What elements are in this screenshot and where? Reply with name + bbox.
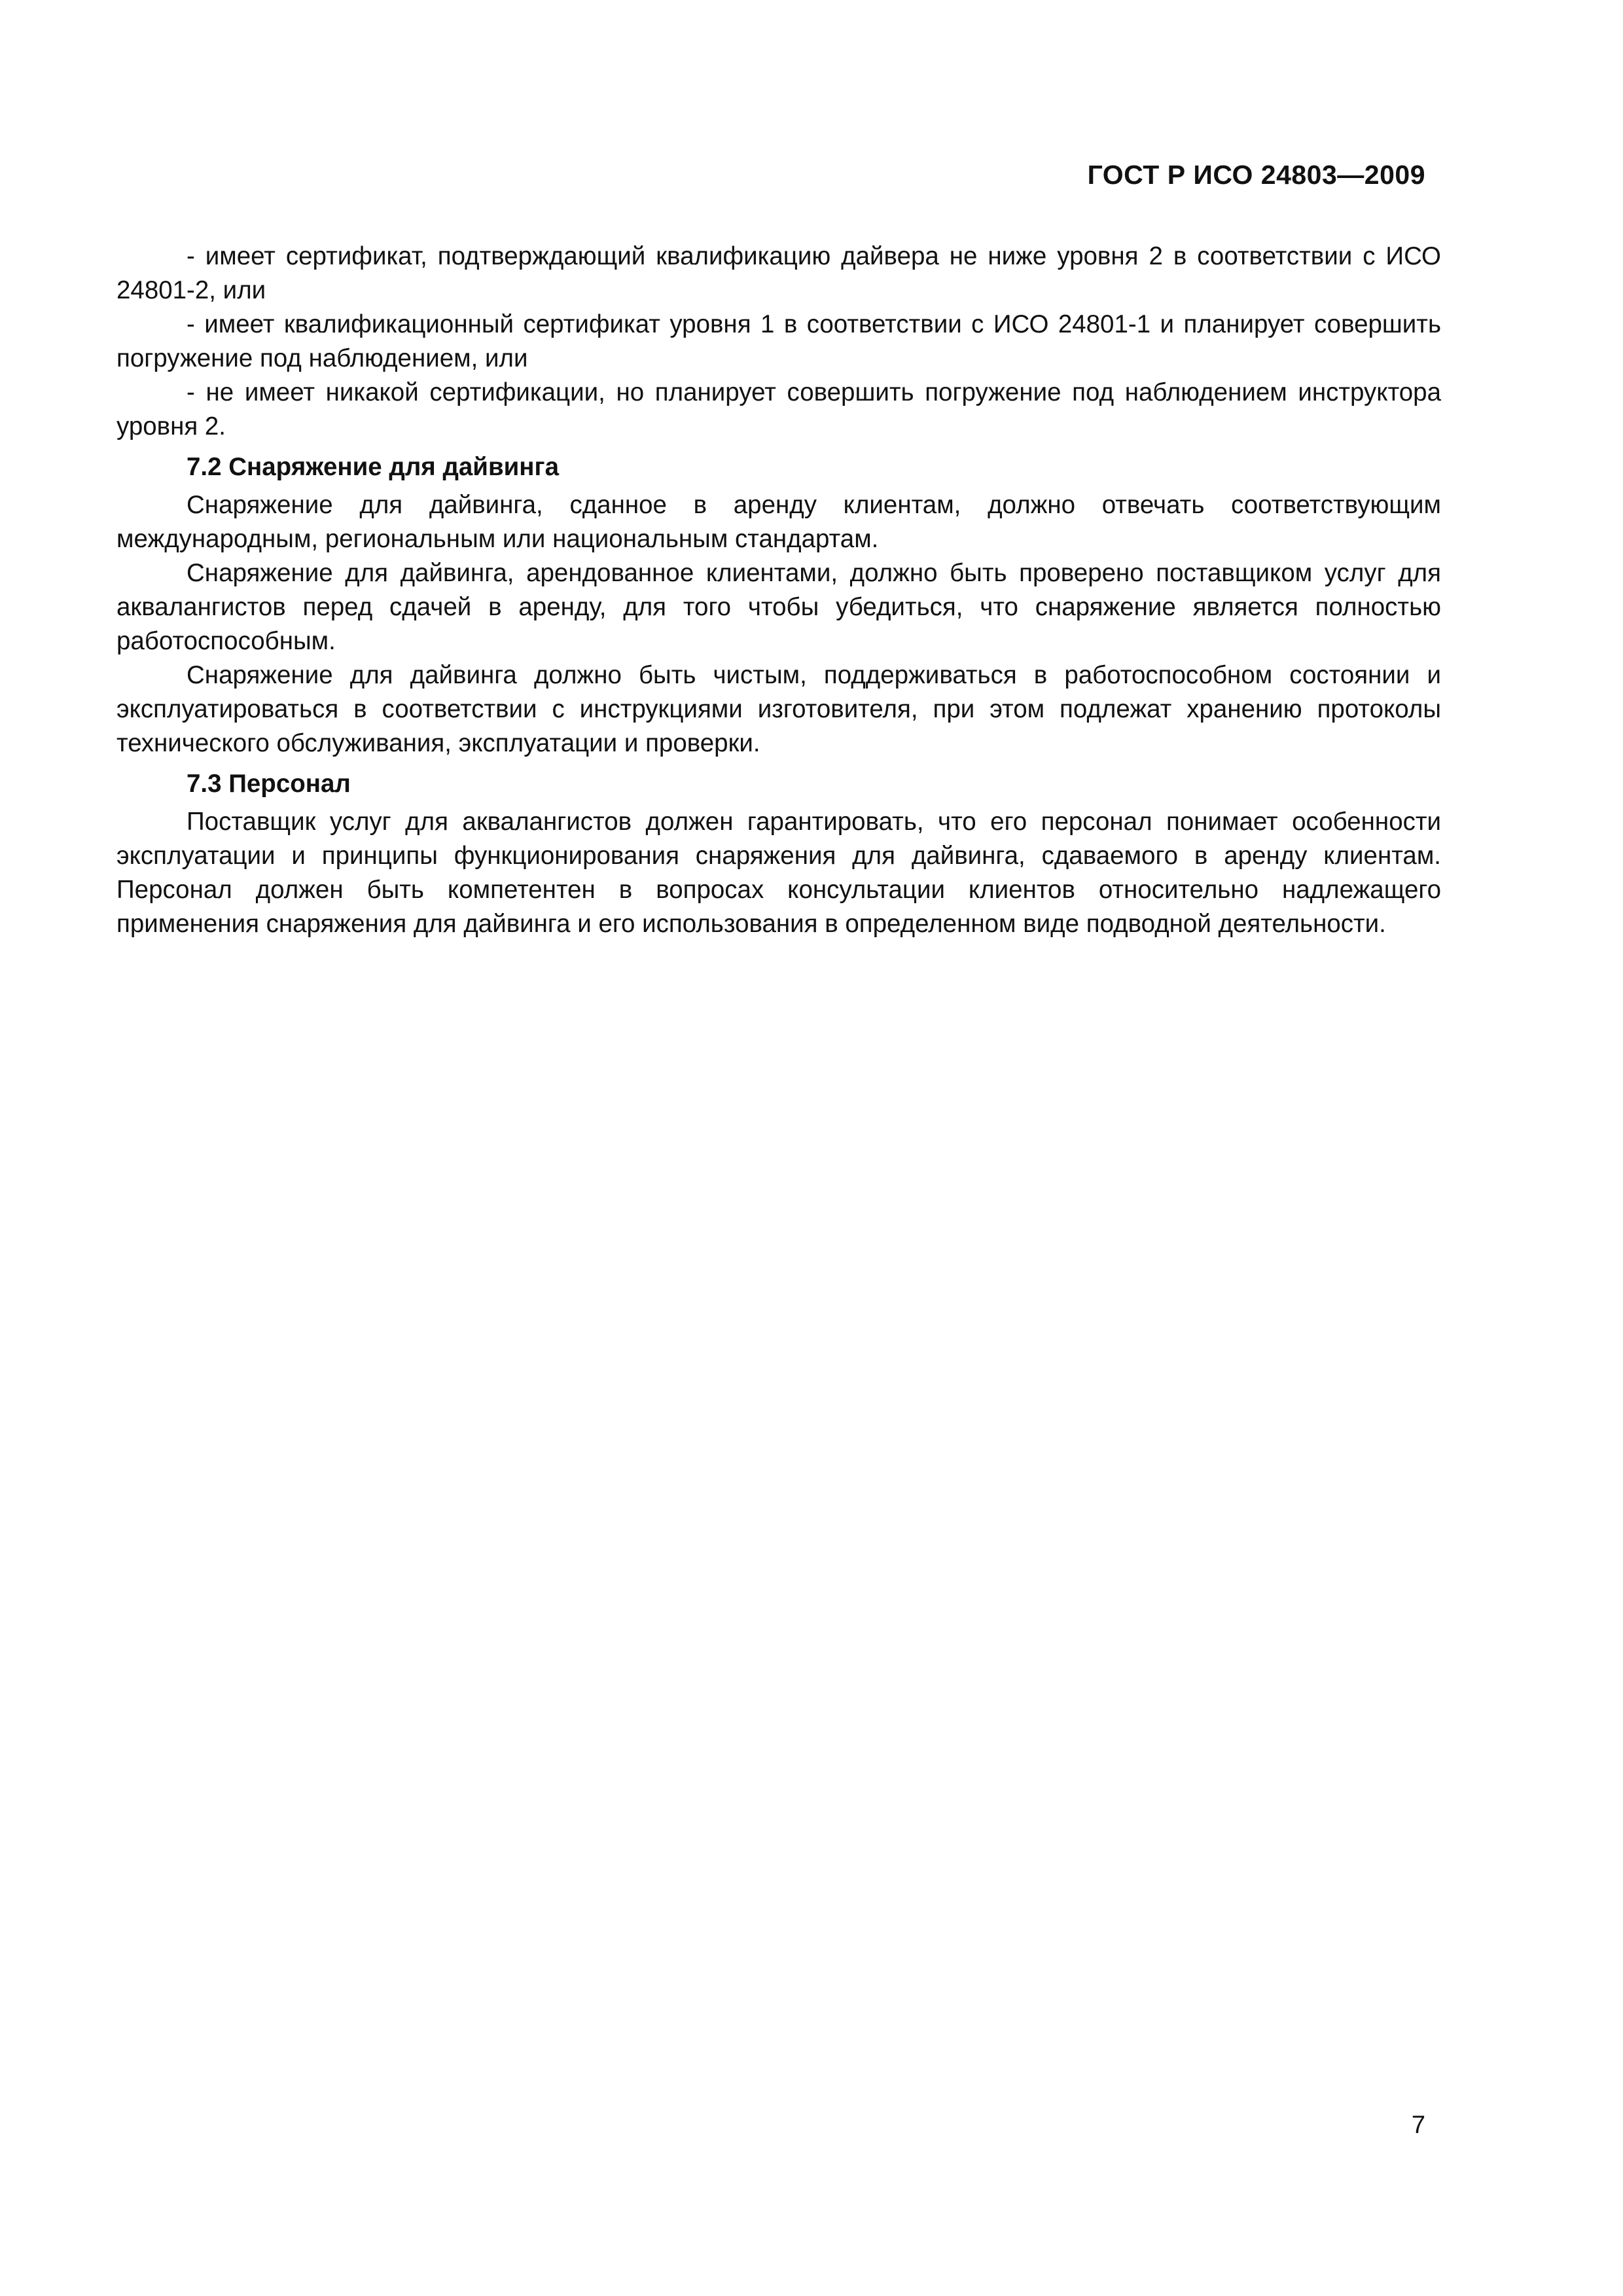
section-heading-7-2: 7.2 Снаряжение для дайвинга: [187, 453, 560, 481]
list-item: - не имеет никакой сертификации, но планирует совершить погружение под наблюдением инструктора уровня 2.: [116, 378, 1441, 440]
paragraph: Снаряжение для дайвинга, арендованное клиентами, должно быть проверено поставщиком услуг для аквалангистов перед сдачей в аренду, для того чтобы убедиться, что снаряжение является полностью работоспособным.: [116, 559, 1441, 655]
list-item: - имеет квалификационный сертификат уровня 1 в соответствии с ИСО 24801-1 и планирует совершить погружение под наблюдением, или: [116, 310, 1441, 372]
page-number: 7: [1411, 2111, 1425, 2139]
section-heading-7-3: 7.3 Персонал: [187, 770, 351, 798]
list-item: - имеет сертификат, подтверждающий квалификацию дайвера не ниже уровня 2 в соответствии с ИСО 24801-2, или: [116, 242, 1441, 304]
document-id-header: ГОСТ Р ИСО 24803—2009: [1087, 160, 1425, 190]
paragraph: Снаряжение для дайвинга, сданное в аренду клиентам, должно отвечать соответствующим международным, региональным или национальным стандартам.: [116, 491, 1441, 553]
paragraph: Снаряжение для дайвинга должно быть чистым, поддерживаться в работоспособном состоянии и эксплуатироваться в соответствии с инструкциями изготовителя, при этом подлежат хранению протоколы технического обслуживания, эксплуатации и проверки.: [116, 661, 1441, 757]
document-body: [116, 240, 1441, 941]
paragraph: Поставщик услуг для аквалангистов должен гарантировать, что его персонал понимает особенности эксплуатации и принципы функционирования снаряжения для дайвинга, сдаваемого в аренду клиентам. Персонал должен быть компетентен в вопросах консультации клиентов относительно надлежащего применения снаряжения для дайвинга и его использования в определенном виде подводной деятельности.: [116, 808, 1441, 938]
